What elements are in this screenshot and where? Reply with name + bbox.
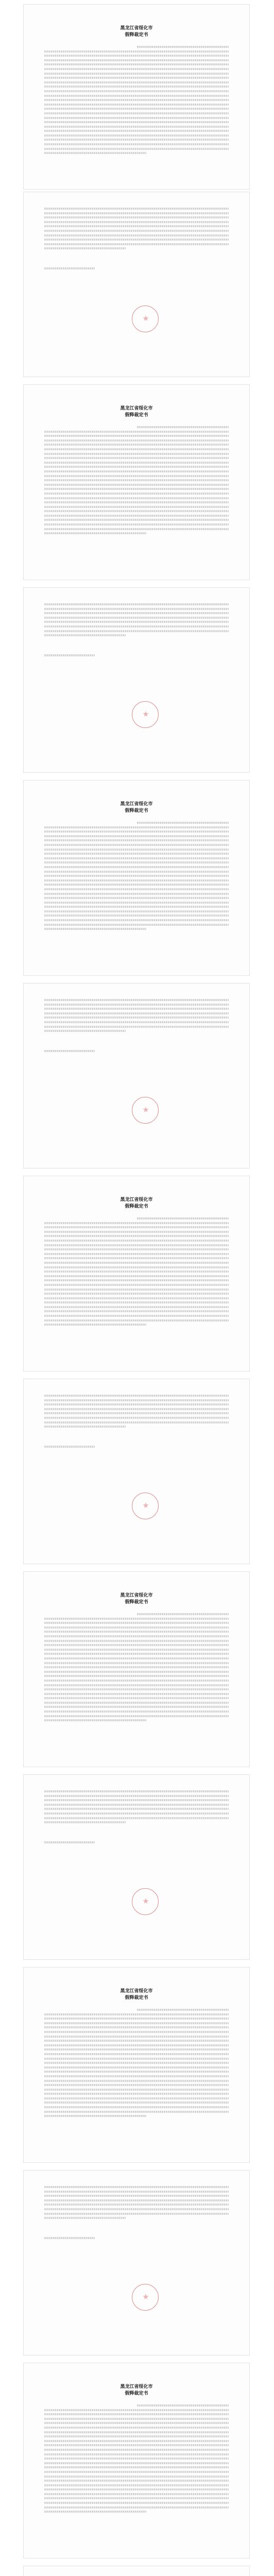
document-page-2-end [23, 587, 250, 773]
document-title: 假释裁定书 [125, 413, 148, 418]
document-title: 假释裁定书 [125, 1995, 148, 2001]
document-page-5 [23, 1571, 250, 1767]
court-seal [132, 306, 159, 332]
document-title: 假释裁定书 [125, 1600, 148, 1605]
document-page-3-end [23, 983, 250, 1168]
document-page-2 [23, 384, 250, 580]
court-seal [132, 1888, 159, 1915]
document-page-7-end [23, 2566, 250, 2576]
document-page-5-end [23, 1774, 250, 1960]
court-seal [132, 1097, 159, 1124]
court-title: 黑龙江省绥化市 [120, 802, 153, 807]
court-seal [132, 701, 159, 728]
court-title: 黑龙江省绥化市 [120, 1197, 153, 1202]
document-page-6 [23, 1967, 250, 2163]
document-title: 假释裁定书 [125, 1204, 148, 1209]
court-title: 黑龙江省绥化市 [120, 406, 153, 411]
document-title: 假释裁定书 [125, 2391, 148, 2396]
document-page-4 [23, 1176, 250, 1371]
document-page-6-end [23, 2170, 250, 2355]
document-page-4-end [23, 1379, 250, 1564]
document-title: 假释裁定书 [125, 32, 148, 38]
document-page-7 [23, 2363, 250, 2558]
document-page-1-end [23, 192, 250, 377]
court-title: 黑龙江省绥化市 [120, 1593, 153, 1598]
court-seal [132, 1493, 159, 1519]
document-page-3 [23, 780, 250, 976]
court-title: 黑龙江省绥化市 [120, 26, 153, 31]
court-title: 黑龙江省绥化市 [120, 2384, 153, 2389]
court-seal [132, 2284, 159, 2311]
document-title: 假释裁定书 [125, 808, 148, 814]
document-page-1 [23, 4, 250, 190]
court-title: 黑龙江省绥化市 [120, 1989, 153, 1994]
